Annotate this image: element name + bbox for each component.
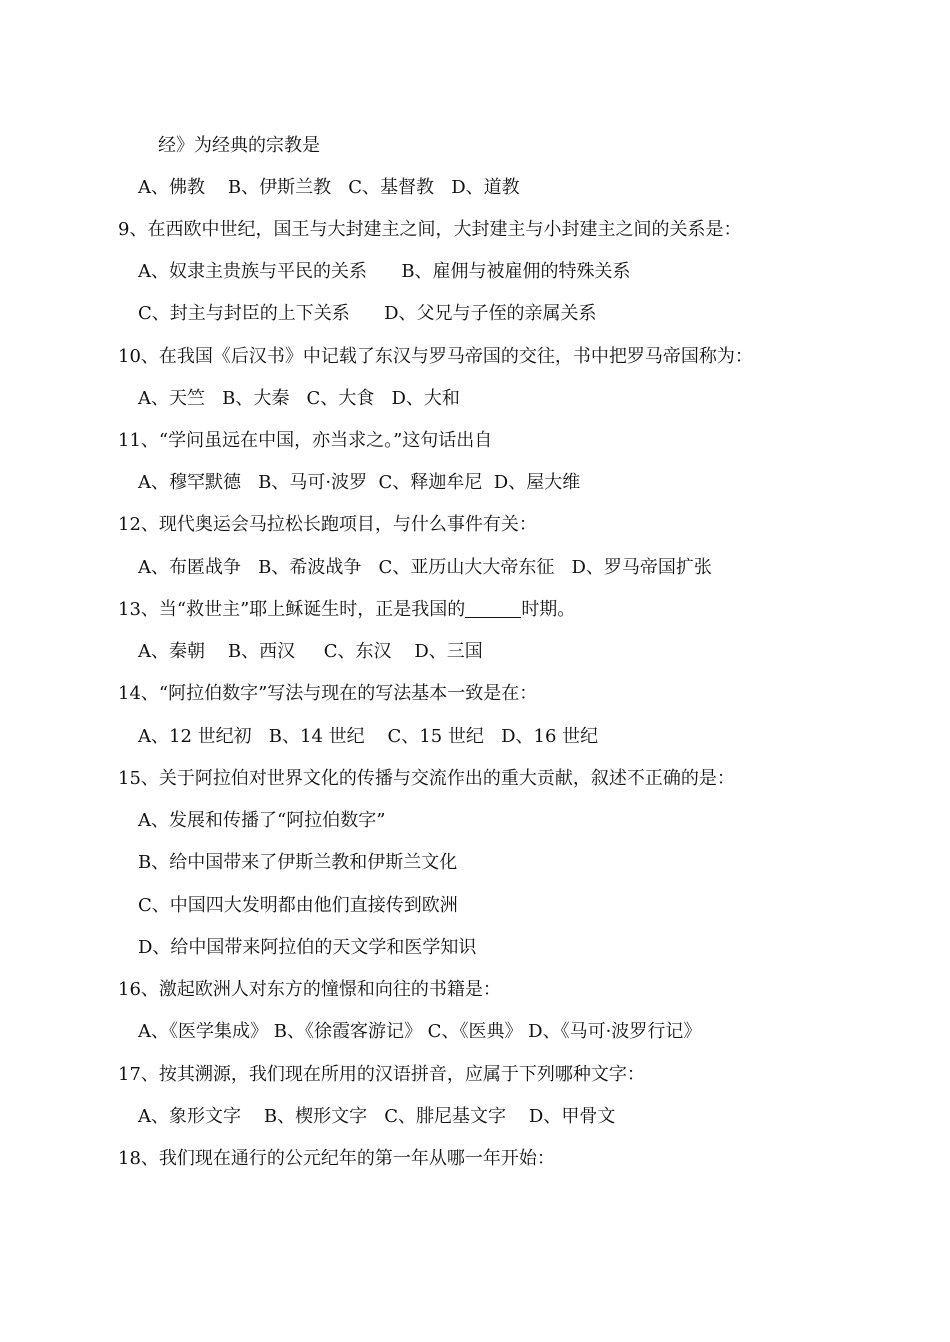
question-11-options: A、穆罕默德 B、马可·波罗 C、释迦牟尼 D、屋大维 xyxy=(138,472,581,493)
question-12: 12、现代奥运会马拉松长跑项目，与什么事件有关： xyxy=(118,514,537,535)
question-10: 10、在我国《后汉书》中记载了东汉与罗马帝国的交往，书中把罗马帝国称为： xyxy=(118,346,753,367)
question-17-options: A、象形文字 B、楔形文字 C、腓尼基文字 D、甲骨文 xyxy=(138,1106,616,1127)
question-9: 9、在西欧中世纪，国王与大封建主之间，大封建主与小封建主之间的关系是： xyxy=(118,219,742,240)
question-13-suffix: 时期。 xyxy=(521,599,576,620)
question-9-options-ab: A、奴隶主贵族与平民的关系 B、雇佣与被雇佣的特殊关系 xyxy=(138,261,631,282)
question-8-continuation: 经》为经典的宗教是 xyxy=(158,135,320,156)
question-15-option-c: C、中国四大发明都由他们直接传到欧洲 xyxy=(138,895,458,916)
question-13-options: A、秦朝 B、西汉 C、东汉 D、三国 xyxy=(138,641,483,662)
question-12-options: A、布匿战争 B、希波战争 C、亚历山大大帝东征 D、罗马帝国扩张 xyxy=(138,557,712,578)
question-15: 15、关于阿拉伯对世界文化的传播与交流作出的重大贡献，叙述不正确的是： xyxy=(118,768,735,789)
question-9-options-cd: C、封主与封臣的上下关系 D、父兄与子侄的亲属关系 xyxy=(138,303,597,324)
question-15-option-d: D、给中国带来阿拉伯的天文学和医学知识 xyxy=(138,937,477,958)
question-16: 16、激起欧洲人对东方的憧憬和向往的书籍是： xyxy=(118,979,501,1000)
question-18: 18、我们现在通行的公元纪年的第一年从哪一年开始： xyxy=(118,1148,555,1169)
question-8-options: A、佛教 B、伊斯兰教 C、基督教 D、道教 xyxy=(138,177,520,198)
question-15-option-a: A、发展和传播了“阿拉伯数字” xyxy=(138,810,386,831)
question-11: 11、“学问虽远在中国，亦当求之。”这句话出自 xyxy=(118,430,493,451)
question-17: 17、按其溯源，我们现在所用的汉语拼音，应属于下列哪种文字： xyxy=(118,1064,645,1085)
question-14-options: A、12 世纪初 B、14 世纪 C、15 世纪 D、16 世纪 xyxy=(138,726,599,747)
question-13-stem: 13、当“救世主”耶上稣诞生时，正是我国的 xyxy=(118,599,466,620)
question-10-options: A、天竺 B、大秦 C、大食 D、大和 xyxy=(138,388,460,409)
question-13 xyxy=(118,598,575,622)
question-16-options: A、《医学集成》 B、《徐霞客游记》 C、《医典》 D、《马可·波罗行记》 xyxy=(138,1021,702,1042)
question-14: 14、“阿拉伯数字”写法与现在的写法基本一致是在： xyxy=(118,683,538,704)
question-15-option-b: B、给中国带来了伊斯兰教和伊斯兰文化 xyxy=(138,852,458,873)
answer-blank xyxy=(465,599,521,618)
